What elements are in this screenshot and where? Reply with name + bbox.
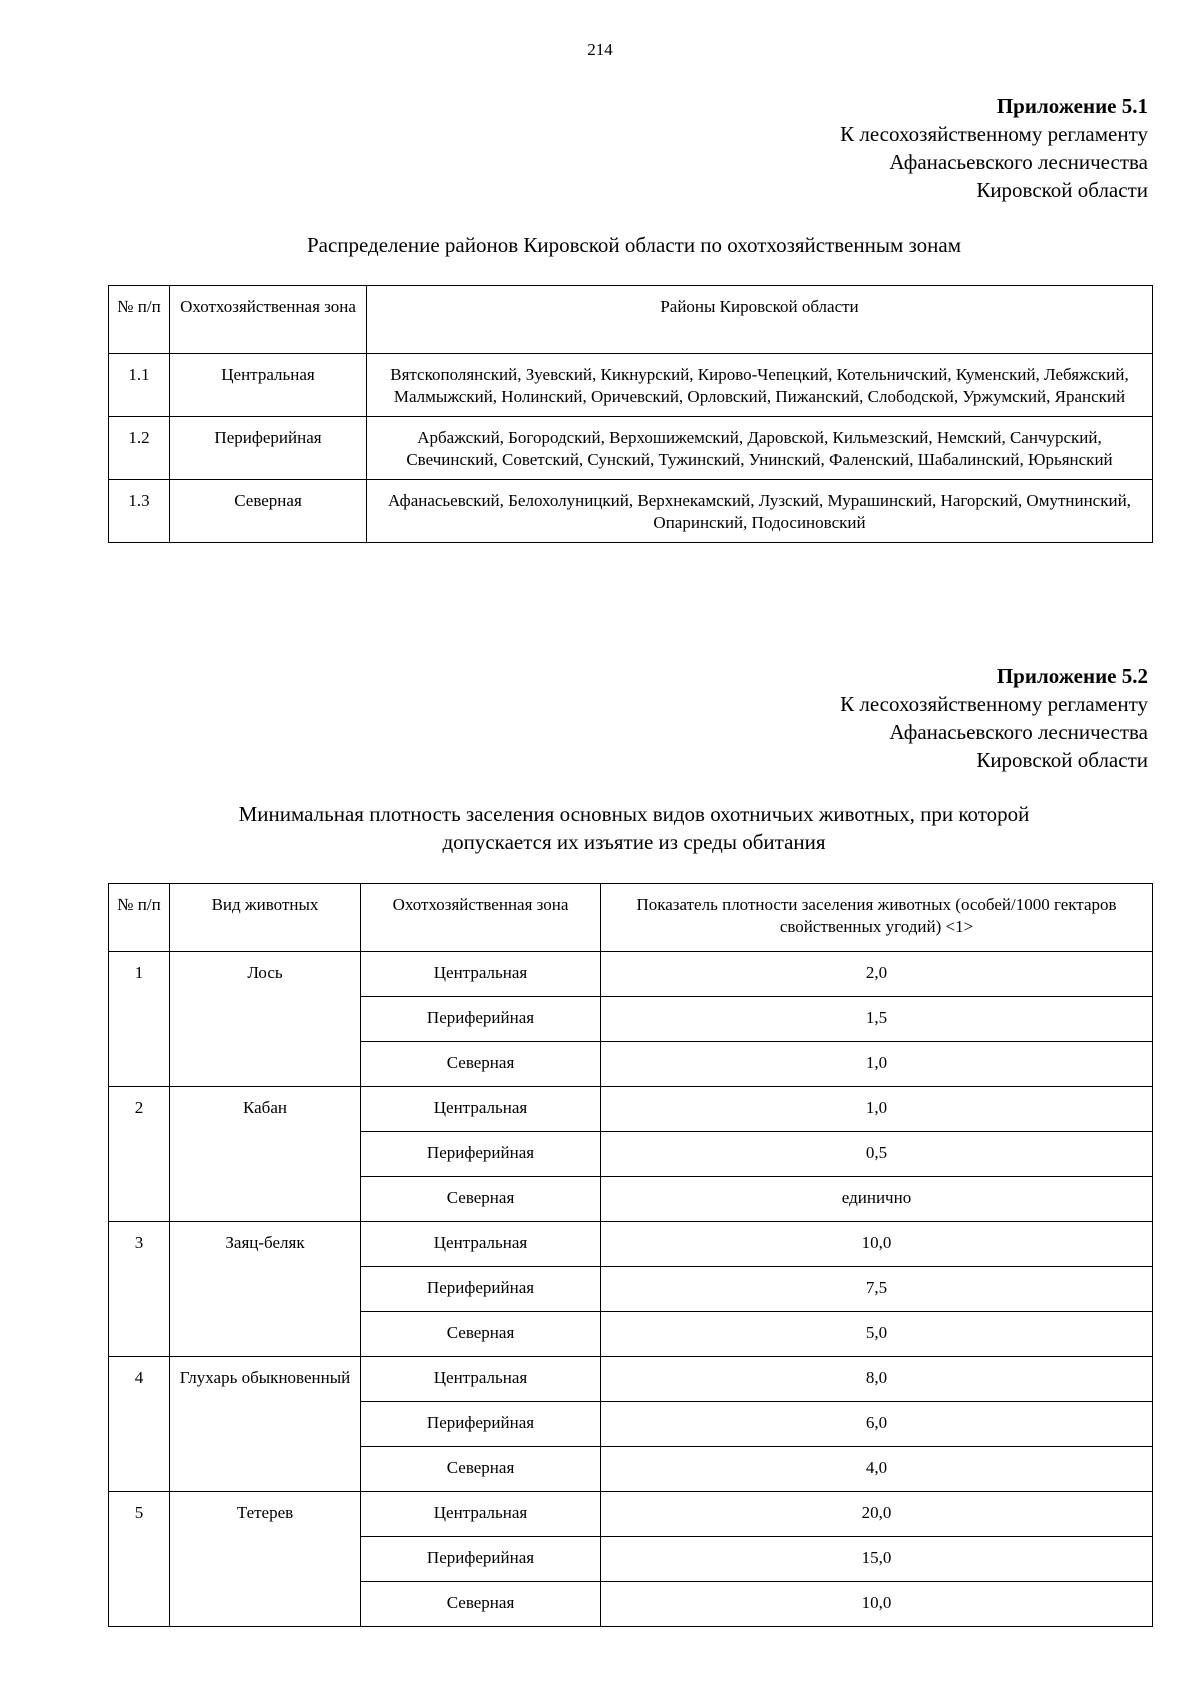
species-cell: Тетерев (170, 1492, 361, 1627)
row-number: 1.1 (109, 354, 170, 417)
density-value: 1,0 (601, 1042, 1153, 1087)
row-number: 1.3 (109, 480, 170, 543)
zone-cell: Центральная (361, 1222, 601, 1267)
annex-line: К лесохозяйственному регламенту (840, 122, 1148, 146)
table-header-row (109, 884, 1153, 952)
density-value: 6,0 (601, 1402, 1153, 1447)
annex-title: Приложение 5.2 (996, 664, 1148, 688)
species-cell: Лось (170, 952, 361, 1087)
zone-cell: Центральная (361, 1087, 601, 1132)
species-cell: Заяц-беляк (170, 1222, 361, 1357)
table2-title (100, 800, 1168, 856)
districts-cell: Арбажский, Богородский, Верхошижемский, Даровской, Кильмезский, Немский, Санчурский, Свечинский, Советский, Сунский, Тужинский, Унинский, Фаленский, Шабалинский, Юрьянский (367, 417, 1153, 480)
header-cell: № п/п (109, 286, 170, 354)
species-cell: Кабан (170, 1087, 361, 1222)
density-value: 4,0 (601, 1447, 1153, 1492)
title-line: допускается их изъятие из среды обитания (442, 830, 826, 854)
header-cell: Охотхозяйственная зона (361, 884, 601, 952)
annex-line: Афанасьевского лесничества (889, 150, 1148, 174)
annex-title: Приложение 5.1 (996, 94, 1148, 118)
page-number: 214 (587, 40, 613, 59)
header-cell: Вид животных (170, 884, 361, 952)
density-value: 15,0 (601, 1537, 1153, 1582)
density-value: 10,0 (601, 1582, 1153, 1627)
annex-line: К лесохозяйственному регламенту (840, 692, 1148, 716)
districts-cell: Афанасьевский, Белохолуницкий, Верхнекамский, Лузский, Мурашинский, Нагорский, Омутнинский, Опаринский, Подосиновский (367, 480, 1153, 543)
density-value: 2,0 (601, 952, 1153, 997)
zone-cell: Периферийная (361, 1132, 601, 1177)
row-number: 3 (109, 1222, 170, 1357)
zones-table (108, 285, 1153, 543)
row-number: 5 (109, 1492, 170, 1627)
zone-cell: Периферийная (361, 997, 601, 1042)
table-row (109, 952, 1153, 997)
header-cell: Показатель плотности заселения животных (особей/1000 гектаров свойственных угодий) <1> (601, 884, 1153, 952)
annex-line: Афанасьевского лесничества (889, 720, 1148, 744)
annex-5-1-header (840, 92, 1148, 204)
zone-cell: Северная (361, 1447, 601, 1492)
density-value: единично (601, 1177, 1153, 1222)
zone-cell: Северная (361, 1177, 601, 1222)
table1-title: Распределение районов Кировской области по охотхозяйственным зонам (306, 233, 962, 257)
header-cell: Районы Кировской области (367, 286, 1153, 354)
zone-cell: Центральная (361, 1357, 601, 1402)
density-value: 20,0 (601, 1492, 1153, 1537)
zone-cell: Северная (361, 1042, 601, 1087)
zone-cell: Периферийная (170, 417, 367, 480)
zone-cell: Периферийная (361, 1537, 601, 1582)
annex-line: Кировской области (976, 748, 1148, 772)
row-number: 1.2 (109, 417, 170, 480)
zone-cell: Центральная (170, 354, 367, 417)
table-row (109, 417, 1153, 480)
density-value: 1,0 (601, 1087, 1153, 1132)
density-value: 7,5 (601, 1267, 1153, 1312)
title-line: Минимальная плотность заселения основных видов охотничьих животных, при которой (238, 802, 1030, 826)
table-row (109, 480, 1153, 543)
zone-cell: Центральная (361, 1492, 601, 1537)
row-number: 4 (109, 1357, 170, 1492)
table-row (109, 1087, 1153, 1132)
zone-cell: Периферийная (361, 1267, 601, 1312)
species-cell: Глухарь обыкновенный (170, 1357, 361, 1492)
row-number: 2 (109, 1087, 170, 1222)
zone-cell: Центральная (361, 952, 601, 997)
density-table (108, 883, 1153, 1627)
zone-cell: Северная (361, 1312, 601, 1357)
zone-cell: Северная (361, 1582, 601, 1627)
table-row (109, 1357, 1153, 1402)
annex-5-2-header (840, 662, 1148, 774)
density-value: 0,5 (601, 1132, 1153, 1177)
header-cell: Охотхозяйственная зона (170, 286, 367, 354)
row-number: 1 (109, 952, 170, 1087)
table-row (109, 1492, 1153, 1537)
districts-cell: Вятскополянский, Зуевский, Кикнурский, Кирово-Чепецкий, Котельничский, Куменский, Лебяжский, Малмыжский, Нолинский, Оричевский, Орловский, Пижанский, Слободской, Уржумский, Яранский (367, 354, 1153, 417)
density-value: 5,0 (601, 1312, 1153, 1357)
zone-cell: Периферийная (361, 1402, 601, 1447)
density-value: 1,5 (601, 997, 1153, 1042)
density-value: 8,0 (601, 1357, 1153, 1402)
header-cell: № п/п (109, 884, 170, 952)
annex-line: Кировской области (976, 178, 1148, 202)
table-row (109, 354, 1153, 417)
density-value: 10,0 (601, 1222, 1153, 1267)
table-row (109, 1222, 1153, 1267)
table-header-row (109, 286, 1153, 354)
zone-cell: Северная (170, 480, 367, 543)
